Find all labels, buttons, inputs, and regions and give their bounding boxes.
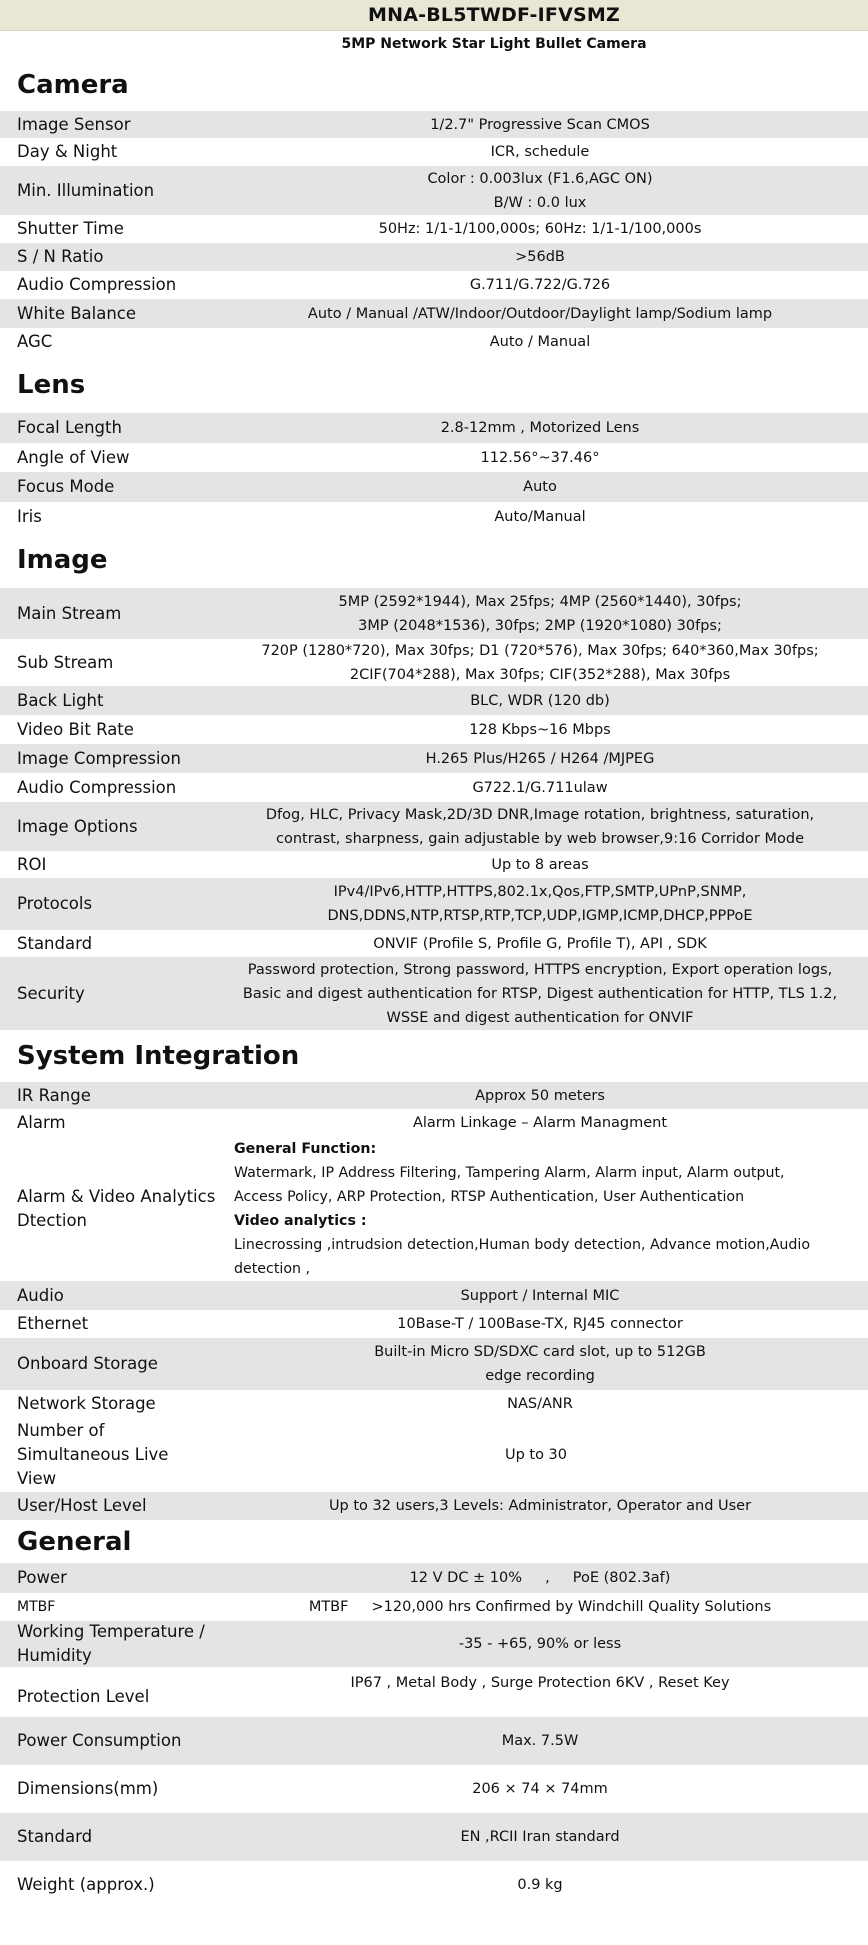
spec-row [0,243,868,271]
spec-label: MTBF [17,1599,56,1615]
spec-row [0,271,868,299]
spec-value: Approx 50 meters [475,1087,605,1104]
section-title-lens: Lens [17,369,86,400]
spec-row [0,215,868,243]
spec-label: Day & Night [17,142,118,161]
spec-label: Focal Length [17,418,122,437]
section-title-general: General [17,1526,132,1557]
spec-row [0,1667,868,1717]
spec-row [0,1621,868,1667]
spec-label: Audio Compression [17,275,177,294]
spec-row [0,1082,868,1109]
spec-label: Ethernet [17,1314,89,1333]
section-title-system-integration: System Integration [17,1041,300,1071]
spec-value: ICR, schedule [490,144,590,160]
spec-label: Video Bit Rate [17,719,134,739]
spec-row [0,639,868,686]
spec-label: AGC [17,332,53,351]
spec-row [0,1765,868,1813]
spec-label: Angle of View [17,447,130,467]
section-title-camera: Camera [17,69,129,100]
spec-value: Max. 7.5W [501,1733,579,1749]
spec-row [0,1492,868,1520]
spec-label: User/Host Level [17,1496,147,1515]
spec-row [0,715,868,744]
spec-value: Auto/Manual [494,508,586,525]
spec-value: Alarm Linkage – Alarm Managment [412,1115,668,1131]
spec-label: Protocols [17,894,93,913]
spec-row [0,1717,868,1765]
spec-value: MTBF >120,000 hrs Confirmed by Windchill Quality Solutions [308,1599,772,1615]
spec-value: G722.1/G.711ulaw [472,779,608,796]
spec-row [0,1861,868,1909]
spec-row [0,588,868,639]
spec-value: 12 V DC ± 10% , PoE (802.3af) [409,1570,671,1586]
spec-value: Up to 30 [504,1446,568,1463]
spec-label: Protection Level [17,1687,150,1706]
spec-label: Network Storage [17,1393,156,1413]
spec-row [0,802,868,851]
spec-label: Min. Illumination [17,180,155,200]
spec-row [0,413,868,443]
spec-value: >56dB [515,249,565,265]
spec-value: BLC, WDR (120 db) [470,692,610,709]
spec-label: Standard [17,933,93,953]
spec-value: General Function: Watermark, IP Address Filtering, Tampering Alarm, Alarm input, Alarm output, Access Policy, ARP Protection, RTSP Authentication, User Authentication Video analytics : Linecrossing ,intrudsion detection,Human body detection, Advance motion,Audio detection , [234,1141,811,1277]
spec-row [0,1310,868,1338]
spec-value: Up to 8 areas [491,856,589,873]
spec-label: Back Light [17,690,104,710]
spec-row [0,1109,868,1137]
spec-row [0,1417,868,1492]
spec-value: 128 Kbps~16 Mbps [469,721,611,738]
spec-label: Alarm [17,1113,66,1132]
spec-label: Number of Simultaneous Live View [17,1420,169,1488]
spec-value: 720P (1280*720), Max 30fps; D1 (720*576), Max 30fps; 640*360,Max 30fps; 2CIF(704*288), Max 30fps; CIF(352*288), Max 30fps [261,642,819,683]
spec-label: Iris [17,506,42,526]
spec-row [0,502,868,531]
spec-value: G.711/G.722/G.726 [469,277,611,293]
spec-row [0,328,868,356]
spec-label: IR Range [17,1085,91,1105]
spec-label: Focus Mode [17,477,115,496]
spec-row [0,851,868,878]
spec-value: IPv4/IPv6,HTTP,HTTPS,802.1x,Qos,FTP,SMTP,UPnP,SNMP, DNS,DDNS,NTP,RTSP,RTP,TCP,UDP,IGMP,ICMP,DHCP,PPPoE [327,884,753,924]
spec-value: 10Base-T / 100Base-TX, RJ45 connector [397,1316,683,1332]
spec-label: White Balance [17,303,137,323]
spec-row [0,1338,868,1390]
spec-value: 2.8-12mm , Motorized Lens [440,420,640,436]
spec-value: Auto / Manual /ATW/Indoor/Outdoor/Daylight lamp/Sodium lamp [307,305,773,322]
spec-label: Security [17,983,85,1003]
spec-row [0,744,868,773]
spec-value: 0.9 kg [517,1877,563,1893]
spec-value: Auto [523,479,557,495]
spec-row [0,773,868,802]
spec-row [0,166,868,215]
spec-label: Audio [17,1285,64,1305]
spec-label: Weight (approx.) [17,1875,155,1894]
spec-row [0,1593,868,1621]
section-title-image: Image [17,544,108,575]
spec-label: Standard [17,1827,93,1846]
spec-value: Built-in Micro SD/SDXC card slot, up to 512GB edge recording [374,1344,706,1384]
spec-label: Dimensions(mm) [17,1779,159,1798]
spec-label: Image Compression [17,748,181,768]
spec-row [0,930,868,957]
spec-row [0,111,868,138]
spec-value: 1/2.7" Progressive Scan CMOS [430,116,650,133]
spec-value: EN ,RCII Iran standard [460,1829,620,1845]
spec-label: Sub Stream [17,652,114,672]
spec-row [0,1281,868,1310]
spec-row [0,1813,868,1861]
spec-label: Working Temperature / Humidity [17,1622,205,1665]
spec-value: Password protection, Strong password, HTTPS encryption, Export operation logs, Basic and digest authentication for RTSP, Digest authentication for HTTP, TLS 1.2, WSSE and digest authentication for ONVIF [242,961,838,1026]
spec-value: Color : 0.003lux (F1.6,AGC ON) B/W : 0.0 lux [427,170,653,211]
spec-value: -35 - +65, 90% or less [458,1636,622,1652]
spec-value: Dfog, HLC, Privacy Mask,2D/3D DNR,Image rotation, brightness, saturation, contrast, sharpness, gain adjustable by web browser,9:16 Corridor Mode [265,806,815,847]
spec-row [0,1390,868,1417]
spec-value: Support / Internal MIC [460,1287,620,1304]
spec-label: Audio Compression [17,777,177,797]
spec-value: H.265 Plus/H265 / H264 /MJPEG [425,750,655,767]
spec-value: 5MP (2592*1944), Max 25fps; 4MP (2560*1440), 30fps; 3MP (2048*1536), 30fps; 2MP (1920*1080) 30fps; [338,593,742,634]
spec-row [0,1563,868,1593]
spec-row [0,686,868,715]
spec-label: ROI [17,854,47,874]
spec-label: Image Sensor [17,114,131,134]
spec-value: 206 × 74 × 74mm [472,1781,608,1797]
spec-value: NAS/ANR [507,1395,573,1412]
spec-value: 50Hz: 1/1-1/100,000s; 60Hz: 1/1-1/100,000s [378,221,702,237]
spec-label: Shutter Time [17,219,124,238]
spec-value: Up to 32 users,3 Levels: Administrator, Operator and User [328,1498,752,1514]
spec-value: Auto / Manual [489,334,591,350]
spec-row [0,443,868,472]
spec-row [0,138,868,166]
spec-label: Onboard Storage [17,1354,158,1373]
spec-label: Main Stream [17,603,122,623]
spec-label: Alarm & Video Analytics Dtection [17,1187,216,1230]
spec-label: S / N Ratio [17,247,104,266]
model-title: MNA-BL5TWDF-IFVSMZ [0,0,868,31]
spec-row [0,299,868,328]
spec-row [0,472,868,502]
product-subtitle: 5MP Network Star Light Bullet Camera [341,36,647,52]
spec-label: Power Consumption [17,1731,182,1750]
spec-label: Image Options [17,816,138,836]
spec-label: Power [17,1568,67,1587]
spec-row [0,1137,868,1281]
spec-value: ONVIF (Profile S, Profile G, Profile T), API , SDK [373,935,707,952]
spec-value: IP67 , Metal Body , Surge Protection 6KV , Reset Key [350,1675,730,1691]
spec-value: 112.56°~37.46° [480,449,600,466]
spec-row [0,878,868,930]
spec-row [0,957,868,1030]
